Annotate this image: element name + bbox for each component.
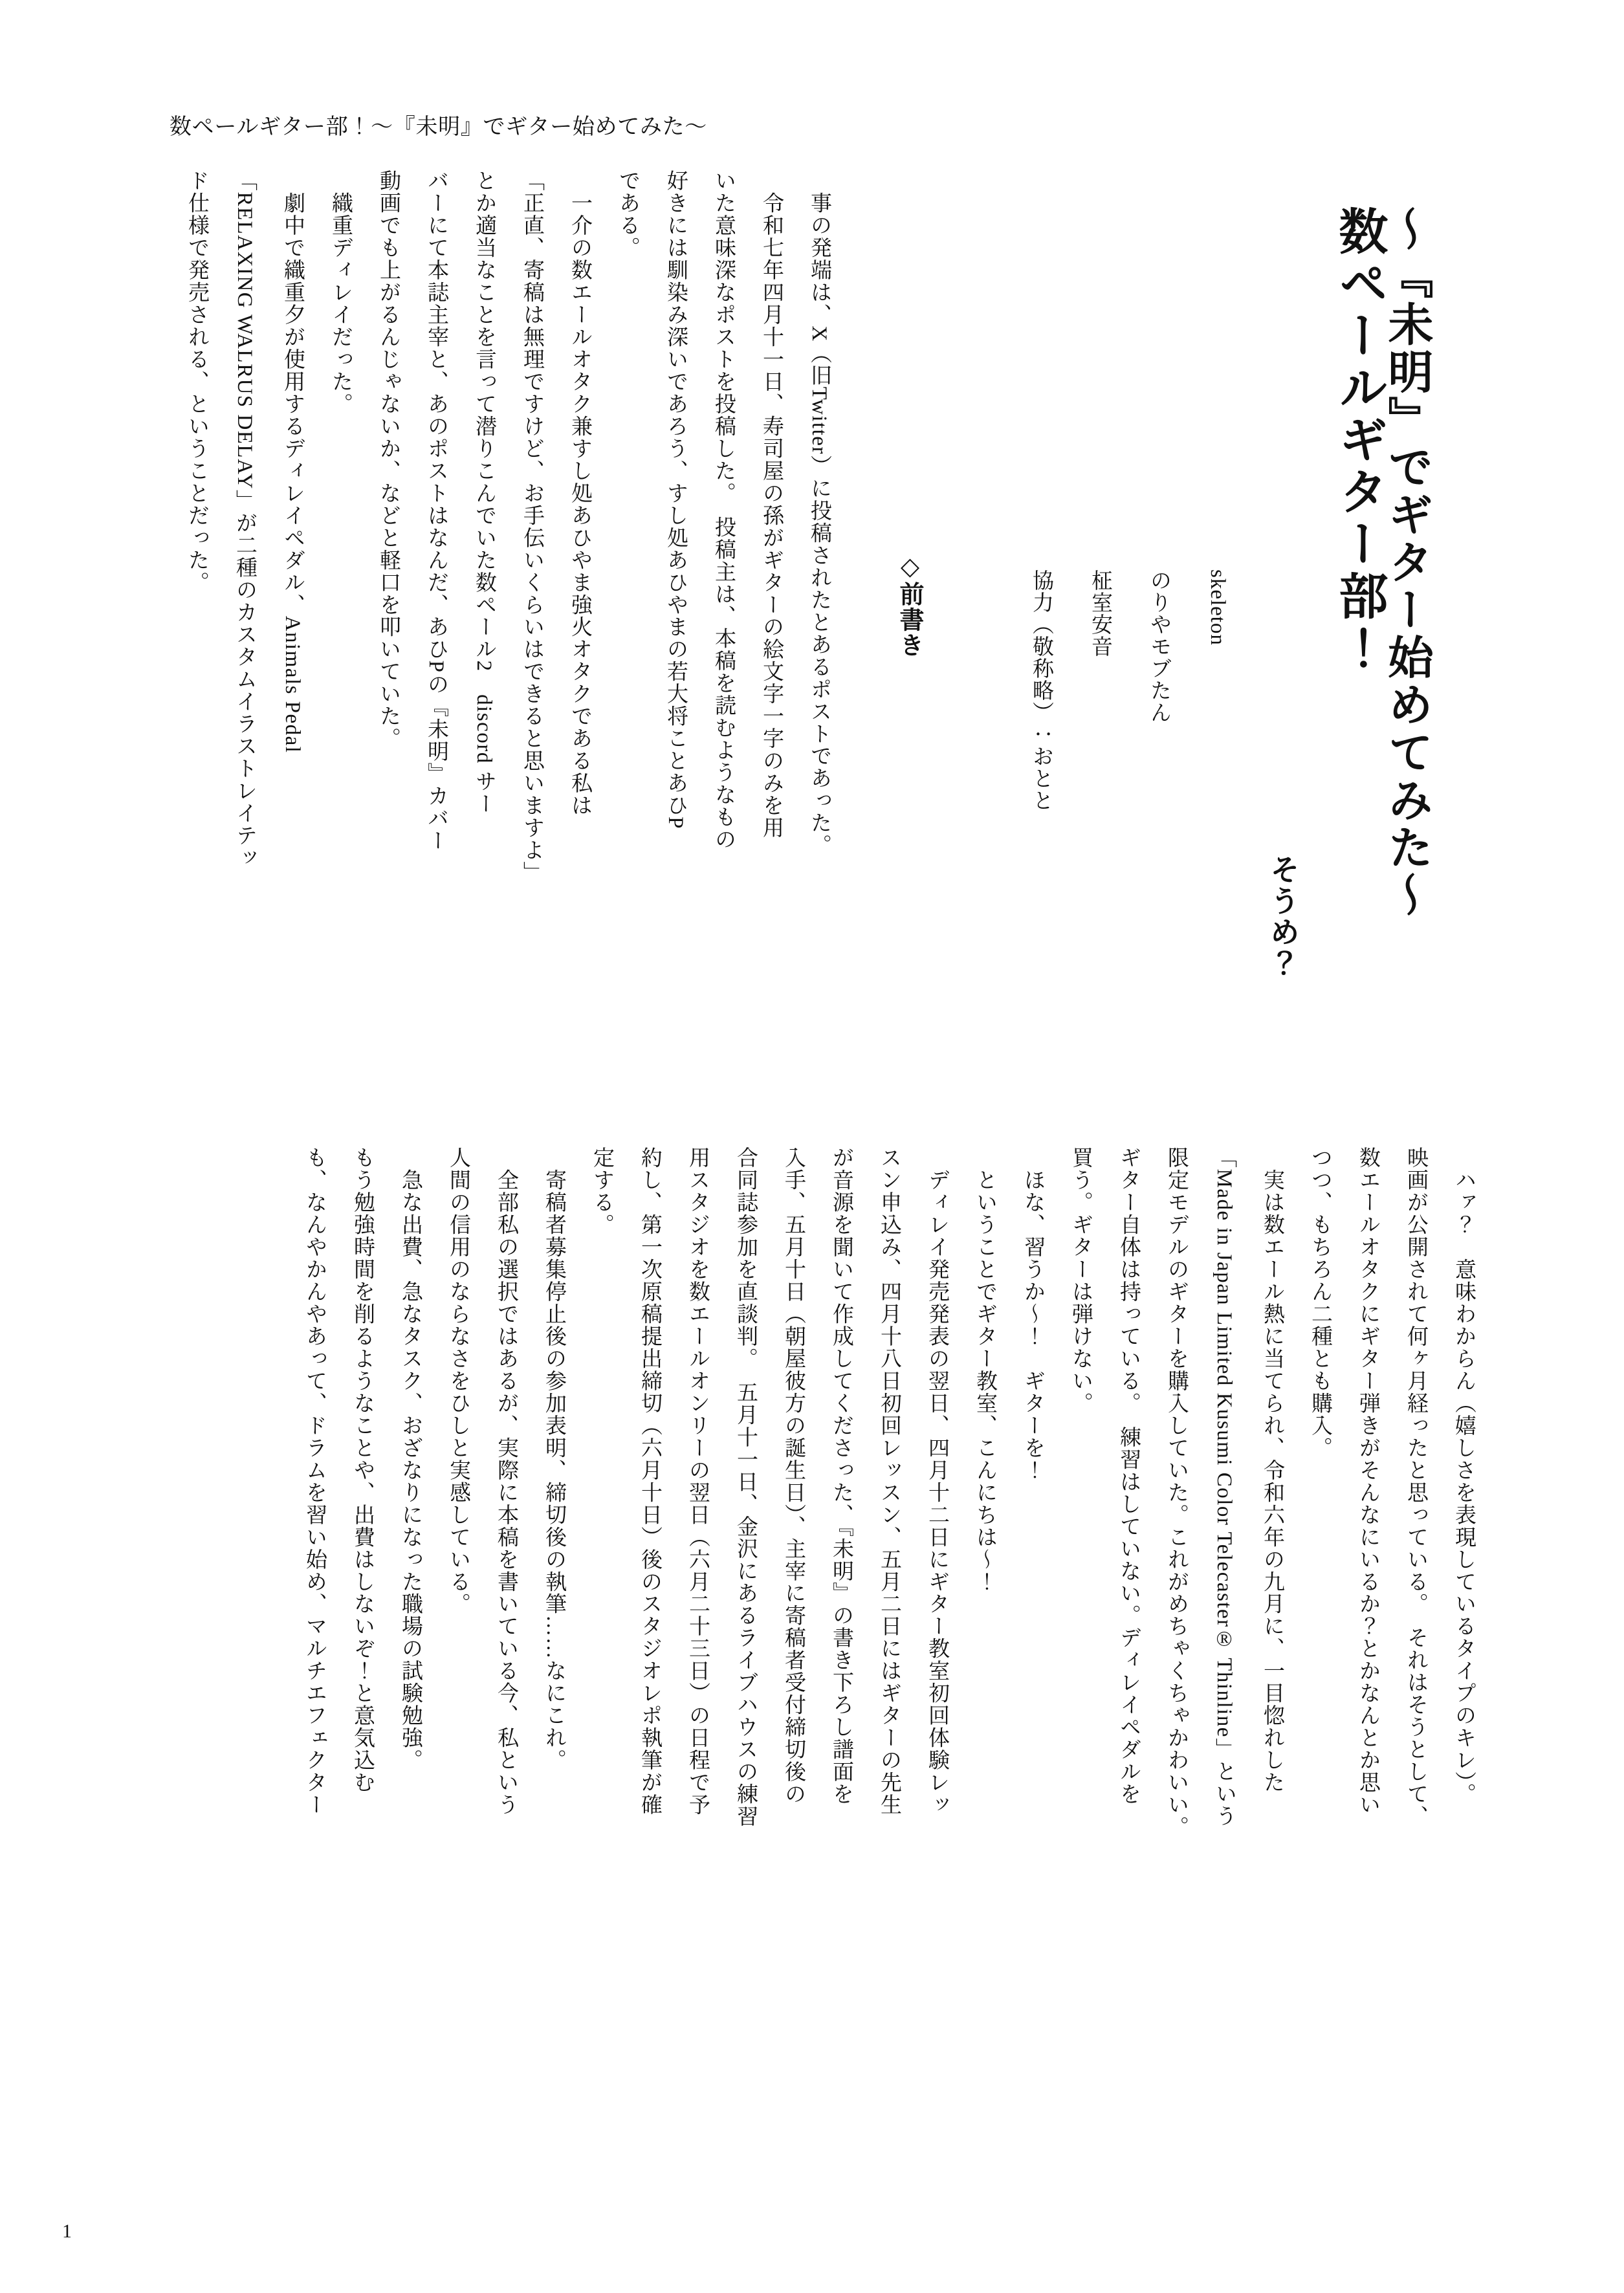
text-column: 用スタジオを数エールオンリーの翌日（六月二十三日）の日程で予: [686, 1146, 709, 1816]
text-column: ということでギター教室、こんにちは～！: [973, 1146, 996, 1593]
running-head: 数ペールギター部！～『未明』でギター始めてみた～: [170, 115, 707, 139]
credit-name: 柾室安音: [1088, 569, 1112, 657]
text-column: も、なんやかんやあって、ドラムを習い始め、マルチエフェクター: [303, 1146, 326, 1816]
text-column: バーにて本誌主宰と、あのポストはなんだ、あひPの『未明』カバー: [424, 170, 448, 852]
text-column: 入手、五月十日（朝屋彼方の誕生日）、主宰に寄稿者受付締切後の: [782, 1146, 805, 1806]
text-column: 人間の信用のならなさをひしと実感している。: [446, 1146, 470, 1616]
text-column: ハァ？ 意味わからん（嬉しさを表現しているタイプのキレ）。: [1452, 1146, 1475, 1806]
text-column: 織重ディレイだった。: [329, 170, 352, 415]
title-block: [1334, 206, 1454, 969]
text-column: 約し、第一次原稿提出締切（六月十日）後のスタジオレポ執筆が確: [638, 1146, 661, 1816]
text-column: 一介の数エールオタク兼すし処あひやま強火オタクである私は: [568, 170, 591, 817]
text-column: である。: [616, 170, 639, 259]
text-column: 全部私の選択ではあるが、実際に本稿を書いている今、私という: [494, 1146, 518, 1816]
text-column: 寄稿者募集停止後の参加表明、締切後の執筆……なにこれ。: [542, 1146, 565, 1772]
text-column: 「RELAXING WALRUS DELAY」が二種のカスタムイラストレイテッ: [233, 170, 256, 869]
text-column: つつ、もちろん二種とも購入。: [1308, 1146, 1332, 1459]
text-column: が音源を聞いて作成してくださった、『未明』の書き下ろし譜面を: [829, 1146, 853, 1806]
text-column: 事の発端は、X（旧Twitter）に投稿されたとあるポストであった。: [807, 170, 831, 857]
main-body: [277, 1146, 1474, 2072]
text-column: 合同誌参加を直談判。 五月十一日、金沢にあるライブハウスの練習: [734, 1146, 757, 1828]
text-column: 劇中で織重夕が使用するディレイペダル、Animals Pedal: [281, 170, 304, 754]
text-column: 実は数エール熱に当てられ、令和六年の九月に、一目惚れした: [1260, 1146, 1284, 1794]
page-number: 1: [62, 2221, 72, 2242]
text-column: とか適当なことを言って潜りこんでいた数ペール2 discord サー: [472, 170, 496, 815]
credits-block: [993, 569, 1228, 811]
text-column: 令和七年四月十一日、寿司屋の孫がギターの絵文字一字のみを用: [760, 170, 783, 839]
credits-label: 協力（敬称略）：おとと: [1029, 569, 1053, 811]
text-column: 「正直、寄稿は無理ですけど、お手伝いくらいはできると思いますよ」: [520, 170, 543, 884]
text-column: 好きには馴染み深いであろう、すし処あひやまの若大将ことあひP: [664, 170, 687, 829]
text-column: スン申込み、四月十八日初回レッスン、五月二日にはギターの先生: [877, 1146, 901, 1816]
credit-name: のりやモブたん: [1147, 569, 1170, 723]
text-column: 動画でも上がるんじゃないか、などと軽口を叩いていた。: [377, 170, 400, 750]
text-column: 限定モデルのギターを購入していた。これがめちゃくちゃかわいい。: [1165, 1146, 1188, 1839]
text-column: ほな、習うか～！ ギターを！: [1021, 1146, 1044, 1482]
text-column: 「Made in Japan Limited Kusumi Color Telecaster® Thinline」という: [1213, 1146, 1236, 1827]
text-column: 映画が公開されて何ヶ月経ったと思っている。 それはそうとして、: [1404, 1146, 1427, 1828]
author-name: そうめ？: [1266, 854, 1299, 980]
text-column: いた意味深なポストを投稿した。 投稿主は、本稿を読むようなもの: [712, 170, 735, 851]
text-column: 買う。ギターは弾けない。: [1069, 1146, 1092, 1414]
text-column: ド仕様で発売される、ということだった。: [185, 170, 208, 594]
preface-heading: ◇前書き: [895, 551, 923, 659]
page-subtitle: ～『未明』でギター始めてみた～: [1381, 206, 1431, 919]
page-title: 数ペールギター部！: [1332, 206, 1386, 675]
credit-name: skeleton: [1206, 569, 1229, 646]
preface-body: [159, 170, 829, 946]
text-column: ディレイ発売発表の翌日、四月十二日にギター教室初回体験レッ: [925, 1146, 949, 1816]
text-column: ギター自体は持っている。 練習はしていない。ディレイペダルを: [1117, 1146, 1140, 1806]
text-column: 定する。: [590, 1146, 613, 1236]
text-column: 急な出費、急なタスク、おざなりになった職場の試験勉強。: [399, 1146, 422, 1772]
text-column: もう勉強時間を削るようなことや、出費はしないぞ！と意気込む: [351, 1146, 374, 1794]
text-column: 数エールオタクにギター弾きがそんなにいるか？とかなんとか思い: [1356, 1146, 1379, 1816]
